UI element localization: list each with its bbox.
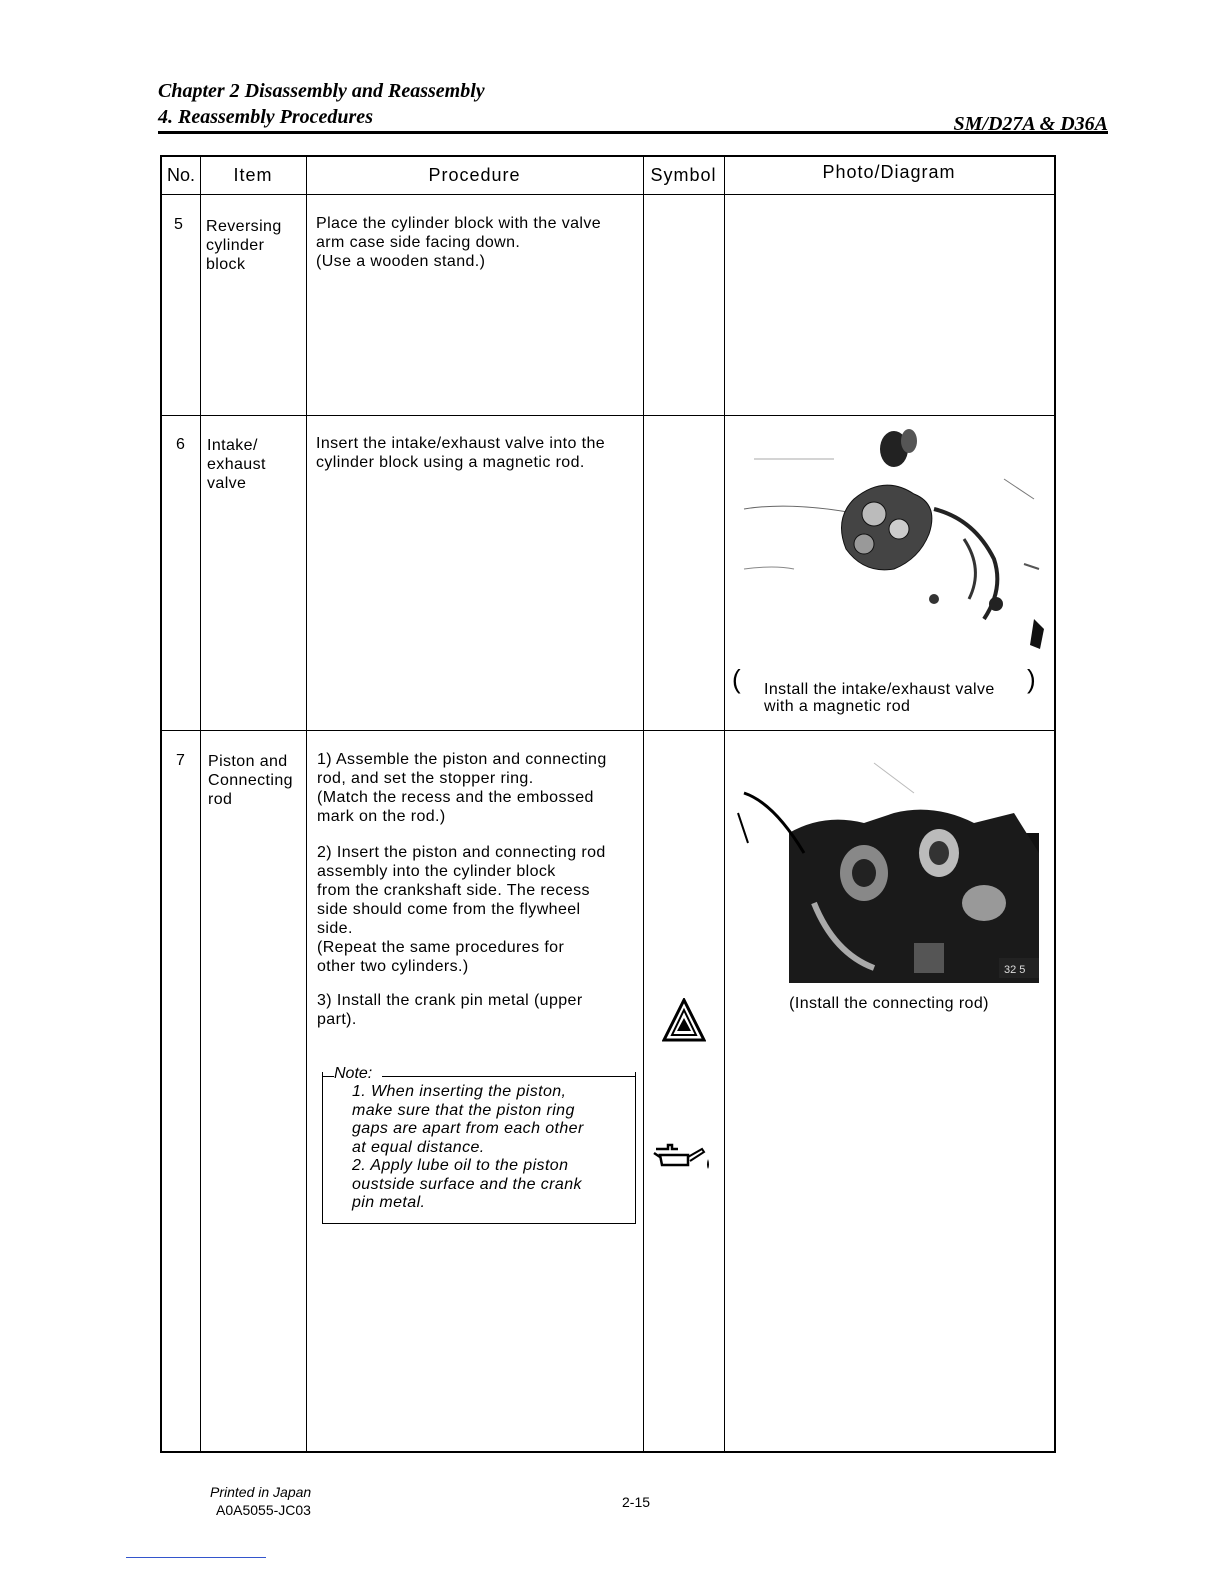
row-5-procedure: Place the cylinder block with the valve arm case side facing down. (Use a wooden stand.) — [316, 215, 602, 270]
col-divider — [724, 157, 725, 1451]
note-item-2: 2. Apply lube oil to the piston oustside surface and the crank pin metal. — [352, 1157, 582, 1211]
row-7-step-1: 1) Assemble the piston and connecting rod, and set the stopper ring. (Match the recess and the embossed mark on the rod.) — [317, 751, 607, 825]
col-divider — [643, 157, 644, 1451]
col-header-symbol: Symbol — [650, 165, 717, 185]
row-divider — [162, 415, 1054, 416]
col-header-procedure: Procedure — [428, 165, 521, 185]
photo-label: 32 5 — [1004, 964, 1026, 976]
row-6-no: 6 — [176, 436, 186, 453]
col-divider — [200, 157, 201, 1451]
valve-install-photo — [734, 419, 1054, 659]
connecting-rod-photo-graphic — [734, 753, 1046, 983]
valve-photo-caption-text: Install the intake/exhaust valve with a magnetic rod — [764, 681, 995, 715]
oil-can-icon — [652, 1143, 714, 1177]
valve-install-photo-graphic — [734, 419, 1054, 659]
caption-close-bracket: ) — [1027, 664, 1037, 694]
valve-photo-caption — [750, 664, 1009, 715]
header-rule — [158, 131, 1108, 134]
caption-open-bracket: ( — [732, 664, 742, 694]
row-divider — [162, 194, 1054, 195]
connecting-rod-photo — [734, 753, 1046, 983]
procedure-table — [160, 155, 1056, 1453]
page-number: 2-15 — [622, 1494, 651, 1510]
row-7-step-3: 3) Install the crank pin metal (upper part). — [317, 992, 583, 1028]
footer-printed: Printed in Japan — [210, 1484, 312, 1500]
model-name: SM/D27A & D36A — [953, 113, 1108, 135]
row-5-item: Reversing cylinder block — [206, 218, 282, 273]
col-divider — [306, 157, 307, 1451]
row-7-no: 7 — [176, 752, 186, 769]
bottom-link-underline — [126, 1557, 266, 1558]
row-5-no: 5 — [174, 216, 184, 233]
row-6-item: Intake/ exhaust valve — [207, 437, 266, 492]
row-6-procedure: Insert the intake/exhaust valve into the cylinder block using a magnetic rod. — [316, 435, 606, 471]
warning-triangle-icon — [662, 998, 706, 1042]
row-7-step-2: 2) Insert the piston and connecting rod assembly into the cylinder block from the crankshaft side. The recess side should come from the flywheel side. (Repeat the same procedures for other two cylinders.) — [317, 844, 606, 975]
col-header-photo: Photo/Diagram — [822, 162, 956, 182]
chapter-title: Chapter 2 Disassembly and Reassembly — [158, 80, 485, 102]
connecting-rod-caption: (Install the connecting rod) — [789, 995, 989, 1012]
row-7-item: Piston and Connecting rod — [208, 753, 293, 808]
note-item-1: 1. When inserting the piston, make sure that the piston ring gaps are apart from each other at equal distance. — [352, 1083, 584, 1156]
col-header-no: No. — [166, 165, 195, 185]
note-label: Note: — [334, 1065, 373, 1082]
section-title: 4. Reassembly Procedures — [158, 106, 373, 128]
row-divider — [162, 730, 1054, 731]
footer-code: A0A5055-JC03 — [216, 1502, 311, 1518]
col-header-item: Item — [233, 165, 273, 185]
